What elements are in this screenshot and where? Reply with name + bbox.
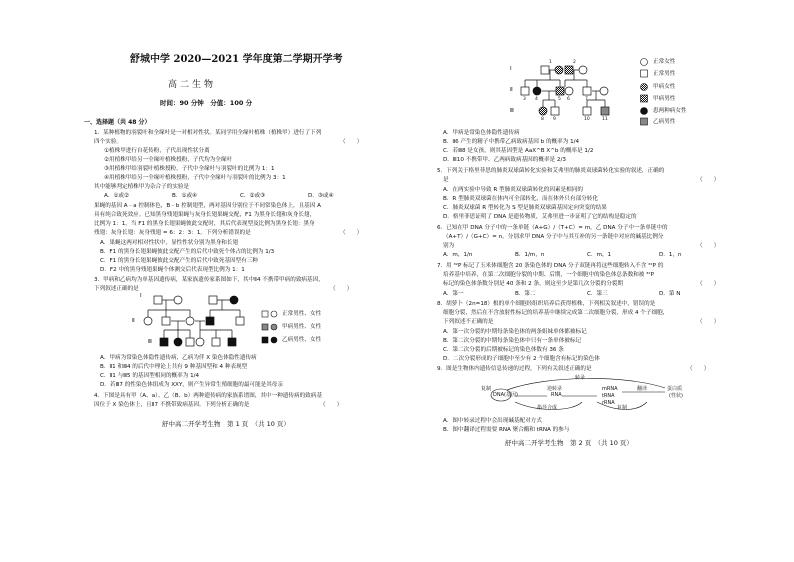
pedigree-male-normal [209,296,217,304]
q9-line: 9．图是生物体内遗传信息传递的过程，下列有关叙述正确的是 [437,366,592,372]
option-c: C．若Ⅲ8 是女孩，则其基因型是 AaX^B X^b 的概率是 1/2 [443,148,594,154]
legend-label: 甲病男性、女性 [282,324,322,330]
pedigree-female-normal [144,317,152,325]
pedigree-male-normal [186,338,194,346]
pedigree-num: 6 [567,97,570,102]
answer-bracket: （ ） [687,366,710,372]
page-footer: 舒中高二开学考生物 第 2 页 （共 10 页） [505,439,633,447]
legend-label: 正常女性 [653,59,676,65]
diagram-label: 翻译 [637,386,648,392]
diagram-label: mRNA [602,386,618,392]
diagram-label: 转录 [575,375,586,381]
gen-label: Ⅰ [510,66,512,72]
pedigree-num: 9 [553,117,556,122]
page-2 [397,0,794,562]
genetic-info-flow-diagram [397,0,794,562]
gen-label: Ⅱ [510,87,513,93]
answer-bracket: （ ） [697,177,720,183]
option-b: B．图中翻译过程需要 RNA 聚合酶和 tRNA 的参与 [443,427,570,433]
diagram-label: 复制 [617,405,628,411]
option-b: B．第二 [515,291,536,297]
answer-bracket: （ ） [340,139,363,145]
pedigree-male-normal [162,317,170,325]
option-a: A．图中转录过程中会出现碱基配对方式 [443,418,542,424]
option-d: D．格里菲思证明了 DNA 是遗传物质，艾弗里进一步证明了它的结构是稳定的 [443,214,637,220]
option-d: D．F2 中的黑身残翅果蝇个体测交后代表现型比例为 1：1 [100,267,245,273]
pedigree-num: 10 [584,117,590,122]
q1-line: ④用植株甲给另一全缘叶植株授粉，子代中全缘叶与羽裂叶的比例为 3：1 [104,175,286,181]
option-a: A．m，1/n [443,252,473,258]
option-d: D．1，n [659,252,682,258]
q7-line: 培养基中培养，在第二次细胞分裂的中期、后期，一个细胞中的染色体总条数和被 ³²P [443,272,655,278]
section-title: 一、选择题（共 48 分） [84,119,151,126]
option-c: C．F1 的黑身长翅果蝇彼此交配产生的后代中致死基因型有三种 [100,258,258,264]
q1-line: 其中能够判定植株甲为杂合子的实验是 [94,184,190,190]
option-c: C．②或③ [240,193,266,199]
q5-line: 5．下列关于格里菲思的肺炎双球菌转化实验和艾弗里的肺炎双球菌转化实验的叙述，正确的 [437,168,665,174]
legend-label: 甲病女性 [653,84,676,90]
option-d: D．③或④ [308,193,334,199]
option-b: B．第二次分裂的中期每条染色体中只有一条单体被标记 [443,338,582,344]
option-d: D．第 N [659,291,681,297]
q2-line: 残翅：灰身长翅：灰身残翅 = 6：2：3：1。下列分析错误的是 [94,230,251,236]
legend-female-a [271,324,277,330]
option-c: C．第二次分裂的后期被标记的染色体数有 36 条 [443,347,564,353]
diagram-label: 复制 [481,386,492,392]
legend-male-b [262,337,268,343]
option-a: A．在两实验中导致 R 型肺炎双球菌转化的因素是相同的 [443,187,583,193]
answer-bracket: （ ） [330,286,353,292]
option-d: D．Ⅲ10 不携带甲、乙两病致病基因的概率是 2/3 [443,157,566,163]
legend-female-b [271,337,277,343]
legend-label: 甲病男性 [653,96,676,102]
option-c: C．肺炎双球菌 R 型转化为 S 型是肺炎双球菌基因定向突变的结果 [443,205,607,211]
q2-line: 果蝇的基因 A﹣a 控制体色，B﹣b 控制翅型，两对基因分别位于不同常染色体上，且基因 A [94,203,321,209]
option-a: A．甲病为常染色体隐性遗传病，乙病为伴 X 染色体隐性遗传病 [100,355,257,361]
answer-bracket: （ ） [697,319,720,325]
option-a: A．果蝇这两对相对性状中，显性性状分别为黑身和长翅 [100,240,239,246]
option-d: D．若Ⅲ7 的性染色体组成为 XXY，则产生异常生殖细胞的最可能是其母亲 [100,382,283,388]
q1-line: ②用植株甲给另一全缘叶植株授粉，子代均为全缘叶 [104,157,233,163]
q8-line: 细胞分裂，然后在不含放射性标记的培养基中继续完成第二次细胞分裂，形成 4 个子细胞， [443,310,669,316]
diagram-label: DNA(基因) [493,392,518,398]
pedigree-male-affected [228,338,236,346]
q6-line: 6．已知在甲 DNA 分子中的一条单链（A+G）/（T+C）= m，乙 DNA 分子中一条单链中的 [437,225,668,231]
q5-line: 是 [443,177,449,183]
gen-label: Ⅱ [132,318,135,324]
q3-line: 下列叙述正确的是 [94,286,139,292]
diagram-label: 逆转录 [547,386,563,392]
q1-line: ③用植株甲给羽裂叶植株授粉，子代中全缘叶与羽裂叶的比例为 1：1 [104,166,275,172]
legend-label: 乙病男性、女性 [282,337,322,343]
pedigree-num: 4 [535,97,538,102]
q1-line: ①植株甲进行自花传粉，子代出现性状分离 [104,148,210,154]
pedigree-female-affected [230,296,238,304]
legend-female-normal [271,311,277,317]
option-c: C．m，1 [587,252,612,258]
legend-male-a [262,324,268,330]
gen-label: Ⅲ [148,339,152,345]
q8-line: 下列叙述不正确的是 [443,319,494,325]
pedigree-female-normal [186,317,194,325]
q1-line: 1．某种植物的羽裂叶和全缘叶是一对相对性状。某同学用全缘叶植株（植株甲）进行了下列 [94,130,322,136]
exam-title: 舒城中学 2020—2021 学年度第二学期开学考 [130,54,343,65]
pedigree-num: 1 [549,60,552,65]
q3-line: 3．甲病和乙病均为单基因遗传病，某家族遗传家系图如下，其中Ⅱ4 不携带甲病的致病基因， [94,277,324,283]
option-b: B．F1 的黑身长翅果蝇彼此交配产生的后代中致死个体占的比例为 1/3 [100,249,275,255]
q6-line: 别为 [443,243,455,249]
pedigree-male-affected [206,317,214,325]
pedigree-male-normal [236,317,244,325]
answer-bracket: （ ） [320,402,343,408]
pedigree-female-normal [196,338,204,346]
option-b: B．①或④ [172,193,198,199]
exam-subject: 高二生物 [168,80,217,90]
option-c: C．第三 [587,291,608,297]
q8-line: 8．胡萝卜（2n=18）根的单个细胞经组织培养后获得植株，下列相关叙述中，错误的是 [437,301,656,307]
option-c: C．Ⅱ1 与Ⅲ5 的基因型相同的概率为 1/4 [100,373,200,379]
diagram-label: rRNA [602,400,615,406]
pedigree-num: 2 [573,60,576,65]
pedigree-male-normal [154,296,162,304]
diagram-label: tRNA [602,393,615,399]
q6-line: （A+T）/（G+C）= n，分别求甲 DNA 分子中与其互补的另一条链中对应的碱基比例分 [443,234,664,240]
gen-label: Ⅲ [510,108,514,114]
page-footer: 舒中高二开学考生物 第 1 页 （共 10 页） [162,420,290,428]
diagram-label: 蛋白质 [667,386,683,392]
q2-line: 比例为 1：1。当 F1 的黑身长翅果蝇彼此交配时，其后代表现型及比例为黑身长翅：黑身 [94,221,315,227]
answer-bracket: （ ） [697,243,720,249]
option-b: B．Ⅱ1 和Ⅲ4 的后代中理论上共有 9 种基因型和 4 种表现型 [100,364,248,370]
q4-line: 4．下图是具有甲（A、a）、乙（B、b）两种遗传病的家族系谱图，其中一种遗传病的致病基 [94,393,322,399]
legend-label: 正常男性 [653,71,676,77]
gen-label: Ⅰ [140,293,142,299]
q7-line: 7．用 ³²P 标记了玉米体细胞含 20 条染色体的 DNA 分子双链再将这些细胞转入不含 ³²P 的 [437,263,664,269]
exam-time: 时间：90 分钟 分值：100 分 [160,99,253,107]
option-b: B．Ⅱ6 产生的精子中携带乙病致病基因 b 的概率为 1/4 [443,139,580,145]
q7-line: 标记的染色体条数分别是 40 条和 2 条，则这至少是第几次分裂的分裂期 [443,281,624,287]
pedigree-female-normal [174,296,182,304]
pedigree-num: 3 [523,97,526,102]
pedigree-male-normal [212,338,220,346]
legend-male-normal [262,311,268,317]
q1-line: 四个实验。 [94,139,122,145]
option-b: B．R 型肺炎双球菌在体内可全部转化，而在体外只有部分转化 [443,196,598,202]
answer-bracket: （ ） [697,281,720,287]
pedigree-male-affected [160,338,168,346]
option-a: A．甲病是常染色体隐性遗传病 [443,130,520,136]
legend-label: 正常男性、女性 [282,311,322,317]
pedigree-num: 11 [602,117,608,122]
diagram-label: (性状) [669,393,683,399]
pedigree-num: 8 [541,117,544,122]
pedigree-num: 5 [558,97,561,102]
option-b: B．1/m，n [515,252,545,258]
legend-label: 乙病男性 [653,119,676,125]
legend-label: 患两种病女性 [653,108,687,114]
diagram-label: 指导合成 [537,405,558,411]
diagram-label: RNA [551,392,562,398]
option-a: A．第一 [443,291,464,297]
pedigree-female-affected [174,338,182,346]
option-a: A．①或② [104,193,130,199]
answer-bracket: （ ） [340,230,363,236]
pedigree-num: 7 [585,97,588,102]
q2-line: 具有纯合致死效应。已知黑身残翅果蝇与灰身长翅果蝇交配，F1 为黑身长翅和灰身长翅， [94,212,316,218]
option-a: A．第一次分裂的中期每条染色体的两条姐妹单体都被标记 [443,329,587,335]
q4-line: 因位于 X 染色体上，且Ⅱ7 不携带致病基因。下列分析正确的是 [94,402,250,408]
option-d: D．二次分裂形成的子细胞中至少有 2 个细胞含有标记的染色体 [443,356,600,362]
